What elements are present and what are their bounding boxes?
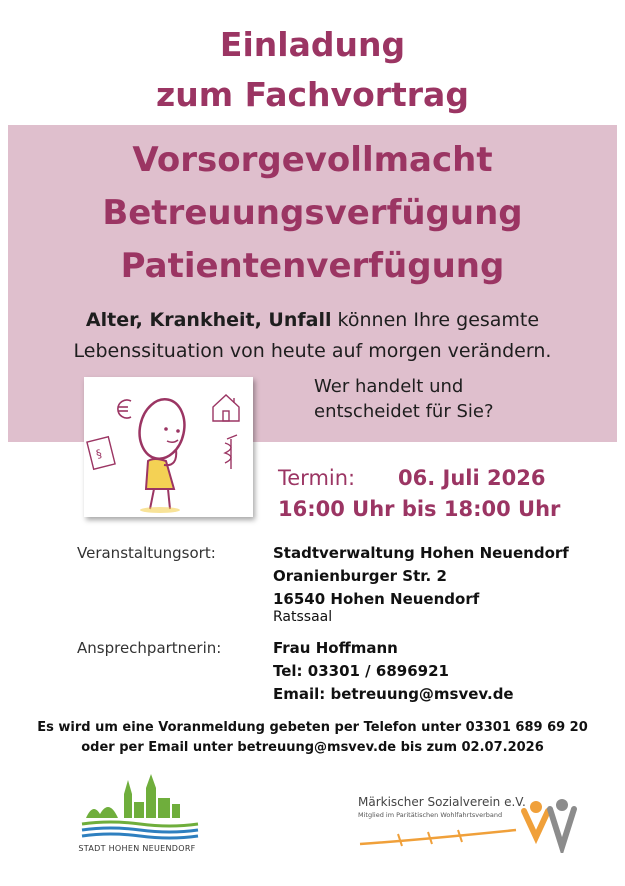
org-subtitle: Mitglied im Paritätischen Wohlfahrtsverband — [358, 811, 503, 819]
termin-label: Termin: — [278, 466, 356, 490]
termin-date: 06. Juli 2026 — [398, 466, 546, 490]
invitation-title-line1: Einladung — [219, 25, 406, 64]
contact-label: Ansprechpartnerin: — [77, 639, 222, 657]
svg-text:§: § — [94, 447, 104, 462]
head — [134, 395, 190, 463]
medical-icon — [225, 435, 237, 469]
venue-label: Veranstaltungsort: — [77, 544, 216, 562]
contact-name: Frau Hoffmann — [273, 639, 398, 657]
registration-note-line2: oder per Email unter betreuung@msvev.de bis zum 02.07.2026 — [81, 740, 544, 755]
city-logo — [80, 770, 200, 850]
house-icon — [213, 395, 239, 421]
euro-icon — [118, 400, 131, 418]
body — [146, 459, 174, 489]
document-icon — [87, 437, 115, 469]
topic-patientenverfuegung: Patientenverfügung — [120, 246, 505, 286]
contact-email[interactable]: Email: betreuung@msvev.de — [273, 685, 514, 703]
org-swoosh-icon — [358, 822, 518, 852]
question-line1: Wer handelt und — [314, 376, 464, 397]
subtitle-bold: Alter, Krankheit, Unfall — [85, 309, 332, 331]
topic-betreuungsverfuegung: Betreuungsverfügung — [102, 193, 523, 233]
termin-time: 16:00 Uhr bis 18:00 Uhr — [278, 497, 561, 521]
city-skyline-icon — [80, 770, 200, 850]
subtitle-line1 — [0, 306, 625, 334]
venue-line3: 16540 Hohen Neuendorf — [273, 590, 480, 608]
venue-line2: Oranienburger Str. 2 — [273, 567, 447, 585]
contact-phone[interactable]: Tel: 03301 / 6896921 — [273, 662, 449, 680]
question-line2: entscheidet für Sie? — [314, 401, 494, 422]
venue-line1: Stadtverwaltung Hohen Neuendorf — [273, 544, 569, 562]
org-people-icon — [516, 797, 582, 853]
venue-line4: Ratssaal — [273, 609, 333, 625]
registration-note-line1: Es wird um eine Voranmeldung gebeten per Telefon unter 03301 689 69 20 — [37, 720, 588, 735]
org-name: Märkischer Sozialverein e.V. — [358, 795, 526, 809]
city-name: STADT HOHEN NEUENDORF — [78, 844, 196, 853]
illustration — [84, 377, 253, 517]
topic-vorsorgevollmacht: Vorsorgevollmacht — [132, 140, 493, 180]
thinking-person-illustration — [84, 377, 253, 517]
subtitle-line2: Lebenssituation von heute auf morgen verändern. — [73, 340, 552, 362]
invitation-title-line2: zum Fachvortrag — [156, 75, 469, 114]
subtitle-rest: können Ihre gesamte — [331, 309, 540, 331]
